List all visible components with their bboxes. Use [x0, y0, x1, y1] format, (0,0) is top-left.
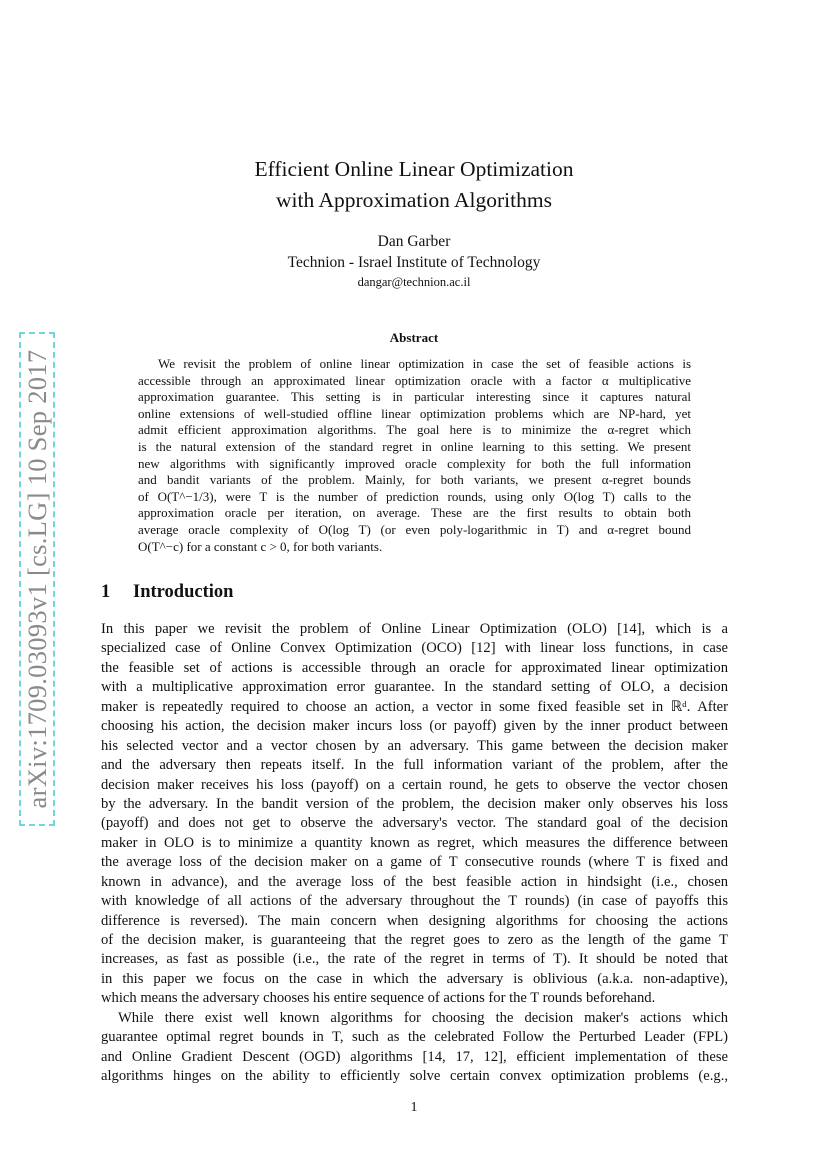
author-name: Dan Garber	[377, 233, 451, 250]
author-email: dangar@technion.ac.il	[357, 275, 471, 289]
arxiv-identifier[interactable]: arXiv:1709.03093v1 [cs.LG] 10 Sep 2017	[22, 349, 52, 809]
body-line: increases, as fast as possible (i.e., the rate of the regret in terms of T). It should be noted that	[101, 951, 728, 968]
body-line: which means the adversary chooses his entire sequence of actions for the T rounds beforehand.	[101, 990, 656, 1007]
body-line: and the adversary then repeats itself. In the full information variant of the problem, after the	[101, 757, 728, 774]
introduction-body	[101, 620, 728, 1087]
section-number: 1	[101, 582, 111, 602]
abstract-line: average oracle complexity of O(log T) (or even poly-logarithmic in T) and α-regret bound	[138, 521, 691, 537]
paper-title-line-2: with Approximation Algorithms	[276, 188, 552, 212]
body-line: of the decision maker, is guaranteeing that the regret goes to zero as the length of the game T	[101, 932, 728, 948]
body-line: decision maker receives his loss (payoff) on a certain round, he gets to observe the vector chosen	[101, 776, 728, 793]
body-line: maker is repeatedly required to choose an action, a vector in some fixed feasible set in ℝᵈ. After	[101, 698, 728, 715]
body-line: (payoff) and does not get to observe the adversary's vector. The standard goal of the decision	[101, 815, 728, 832]
body-line: guarantee optimal regret bounds in T, such as the celebrated Follow the Perturbed Leader (FPL)	[101, 1029, 728, 1046]
body-line: and Online Gradient Descent (OGD) algorithms [14, 17, 12], efficient implementation of these	[101, 1048, 728, 1065]
section-heading	[101, 582, 233, 603]
body-line: with knowledge of all actions of the adversary throughout the T rounds) (in case of payoffs this	[101, 893, 728, 910]
body-line: In this paper we revisit the problem of Online Linear Optimization (OLO) [14], which is a	[101, 621, 728, 637]
author-affiliation: Technion - Israel Institute of Technology	[287, 254, 541, 271]
body-line: algorithms hinges on the ability to efficiently solve certain convex optimization problems (e.g.,	[101, 1068, 728, 1085]
body-line: While there exist well known algorithms for choosing the decision maker's actions which	[118, 1009, 728, 1026]
body-line: difference is reversed). The main concern when designing algorithms for choosing the actions	[101, 912, 728, 929]
abstract-line: is the natural extension of the standard regret in online learning to this setting. We present	[138, 438, 691, 454]
abstract-line: We revisit the problem of online linear optimization in case the set of feasible actions is	[158, 356, 691, 371]
section-title: Introduction	[133, 582, 234, 602]
abstract-line: new algorithms with significantly improved oracle complexity for both the full information	[138, 455, 691, 471]
abstract-line: and bandit variants of the problem. Mainly, for both variants, we present α-regret bounds	[138, 472, 691, 488]
body-line: known in advance), and the average loss of the best feasible action in hindsight (i.e., chosen	[101, 873, 728, 890]
abstract-body	[138, 356, 691, 555]
page-number: 1	[410, 1100, 418, 1115]
paper-title-line-1: Efficient Online Linear Optimization	[254, 157, 574, 181]
abstract-line: approximation oracle per iteration, on average. These are the first results to obtain both	[138, 505, 691, 521]
body-line: choosing his action, the decision maker incurs loss (or payoff) given by the inner product between	[101, 718, 728, 735]
abstract-line: O(T^−c) for a constant c > 0, for both variants.	[138, 538, 383, 554]
body-line: with a multiplicative approximation error guarantee. In the standard setting of OLO, a decision	[101, 679, 728, 696]
body-line: in this paper we focus on the case in which the adversary is oblivious (a.k.a. non-adaptive),	[101, 970, 728, 987]
abstract-line: accessible through an approximated linear optimization oracle with a factor α multiplicative	[138, 372, 691, 388]
body-line: his selected vector and a vector chosen by an adversary. This game between the decision maker	[101, 737, 728, 754]
abstract-line: approximation guarantee. This setting is in particular interesting since it captures natural	[138, 389, 691, 405]
body-line: maker in OLO is to minimize a quantity known as regret, which measures the difference between	[101, 834, 728, 851]
body-line: the average loss of the decision maker on a game of T consecutive rounds (where T is fixed and	[101, 854, 728, 871]
arxiv-watermark	[19, 332, 55, 826]
body-line: the feasible set of actions is accessible through an oracle for approximated linear optimization	[101, 659, 728, 676]
body-line: by the adversary. In the bandit version of the problem, the decision maker only observes his loss	[101, 795, 728, 812]
body-line: specialized case of Online Convex Optimization (OCO) [12] with linear loss functions, in case	[101, 640, 728, 657]
abstract-line: of O(T^−1/3), were T is the number of prediction rounds, using only O(log T) calls to the	[138, 488, 691, 504]
abstract-heading: Abstract	[389, 330, 439, 345]
abstract-line: admit efficient approximation algorithms. The goal here is to minimize the α-regret which	[138, 422, 691, 438]
abstract-line: online extensions of well-studied offline linear optimization problems which are NP-hard, yet	[138, 405, 691, 421]
